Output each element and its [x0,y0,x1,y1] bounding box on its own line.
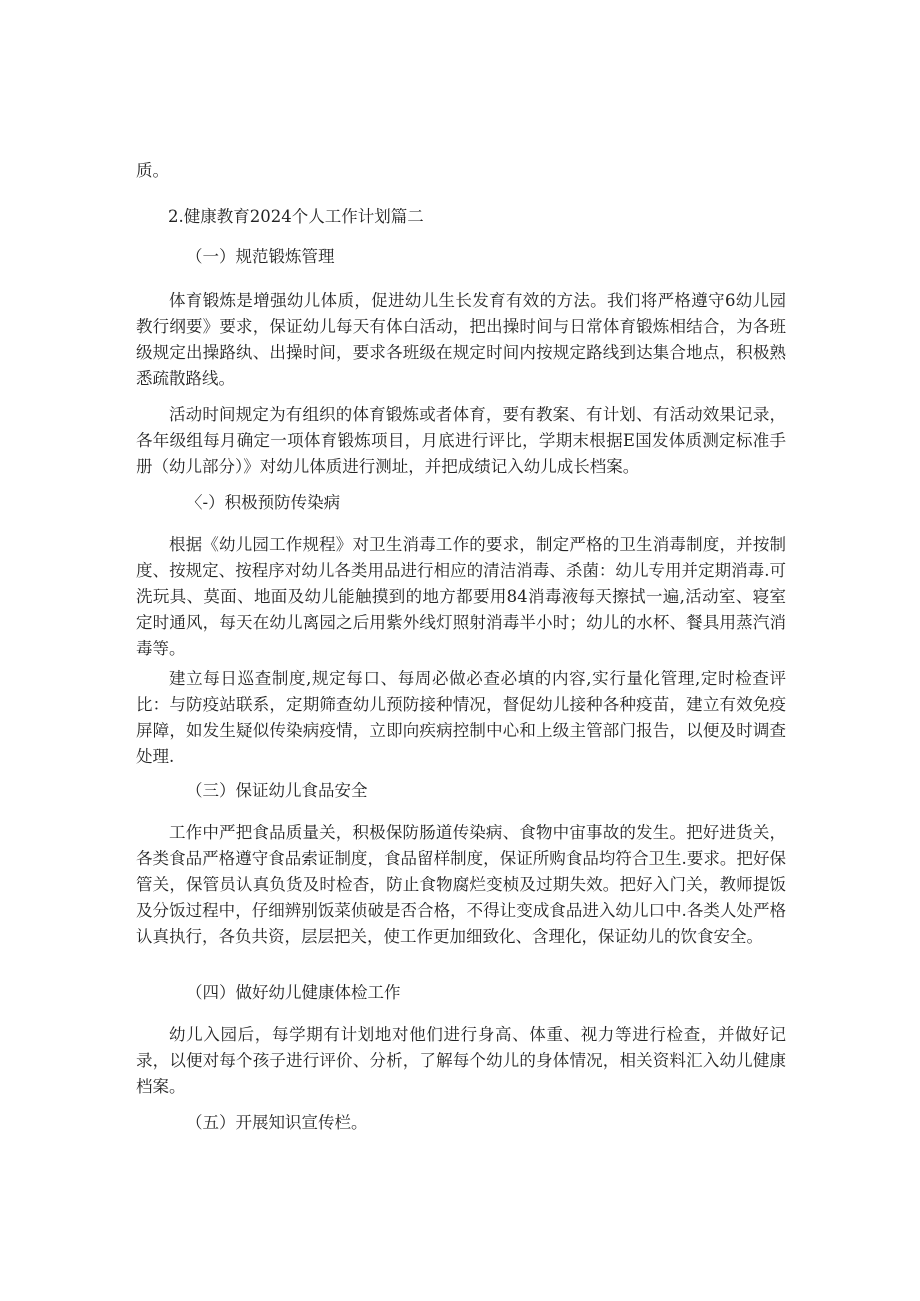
paragraph-1-1: 体育锻炼是增强幼儿体质，促进幼儿生长发育有效的方法。我们将严格遵守6幼儿园教行纲要》要求，保证幼儿每天有体白活动，把出操时间与日常体育锻炼相结合，为各班级规定出操路纨、出操时间，要求各班级在规定时间内按规定路线到达集合地点，积极熟悉疏散路线。 [136,291,786,388]
document-title: 2.健康教育2024个人工作计划篇二 [168,207,424,226]
paragraph-4-1: 幼儿入园后，每学期有计划地对他们进行身高、体重、视力等进行检查，并做好记录，以便对每个孩子进行评价、分析，了解每个幼儿的身体情况，相关资料汇入幼儿健康档案。 [136,1025,786,1096]
paragraph-2-1: 根据《幼儿园工作规程》对卫生消毒工作的要求，制定严格的卫生消毒制度，并按制度、按规定、按程序对幼儿各类用品进行相应的清洁消毒、杀菌：幼儿专用并定期消毒.可洗玩具、莫面、地面及幼儿能触摸到的地方都要用84消毒液每天擦拭一遍,活动室、寝室定时通风，每天在幼儿离园之后用紫外线灯照射消毒半小时；幼儿的水杯、餐具用蒸汽消毒等。 [136,535,786,658]
section-heading-3: （三）保证幼儿食品安全 [186,781,368,800]
section-heading-2: 〈-）积极预防传染病 [186,493,341,512]
section-heading-5: （五）开展知识宣传栏。 [186,1113,368,1132]
paragraph-2-2: 建立每日巡查制度,规定每口、每周必做必查必填的内容,实行量化管理,定时检查评比：与防疫站联系，定期筛查幼儿预防接种情况，督促幼儿接种各种疫苗，建立有效免疫屏障，如发生疑似传染病疫情，立即向疾病控制中心和上级主管部门报告，以便及时调查处理. [136,669,786,766]
section-heading-4: （四）做好幼儿健康体检工作 [186,983,401,1002]
paragraph-1-2: 活动时间规定为有组织的体育锻炼或者体育，要有教案、有计划、有活动效果记录，各年级组每月确定一项体育锻炼项目，月底进行评比，学期末根据E国发体质测定标准手册（幼儿部分）》对幼儿体质进行测址，并把成绩记入幼儿成长档案。 [136,405,786,476]
paragraph-3-1: 工作中严把食品质量关，积极保防肠道传染病、食物中宙事故的发生。把好进货关，各类食品严格遵守食品索证制度，食品留样制度，保证所购食品均符合卫生.要求。把好保管关，保管员认真负货及时检杳，防止食物腐烂变桢及过期失效。把好入门关，教师提饭及分饭过程中，仔细辨别饭菜侦破是否合格，不得让变成食品进入幼儿口中.各类人处严格认真执行，各负共资，层层把关，使工作更加细致化、含理化，保证幼儿的饮食安全。 [136,823,786,946]
continued-text-fragment: 质。 [136,161,169,180]
section-heading-1: （一）规范锻炼管理 [186,247,335,266]
